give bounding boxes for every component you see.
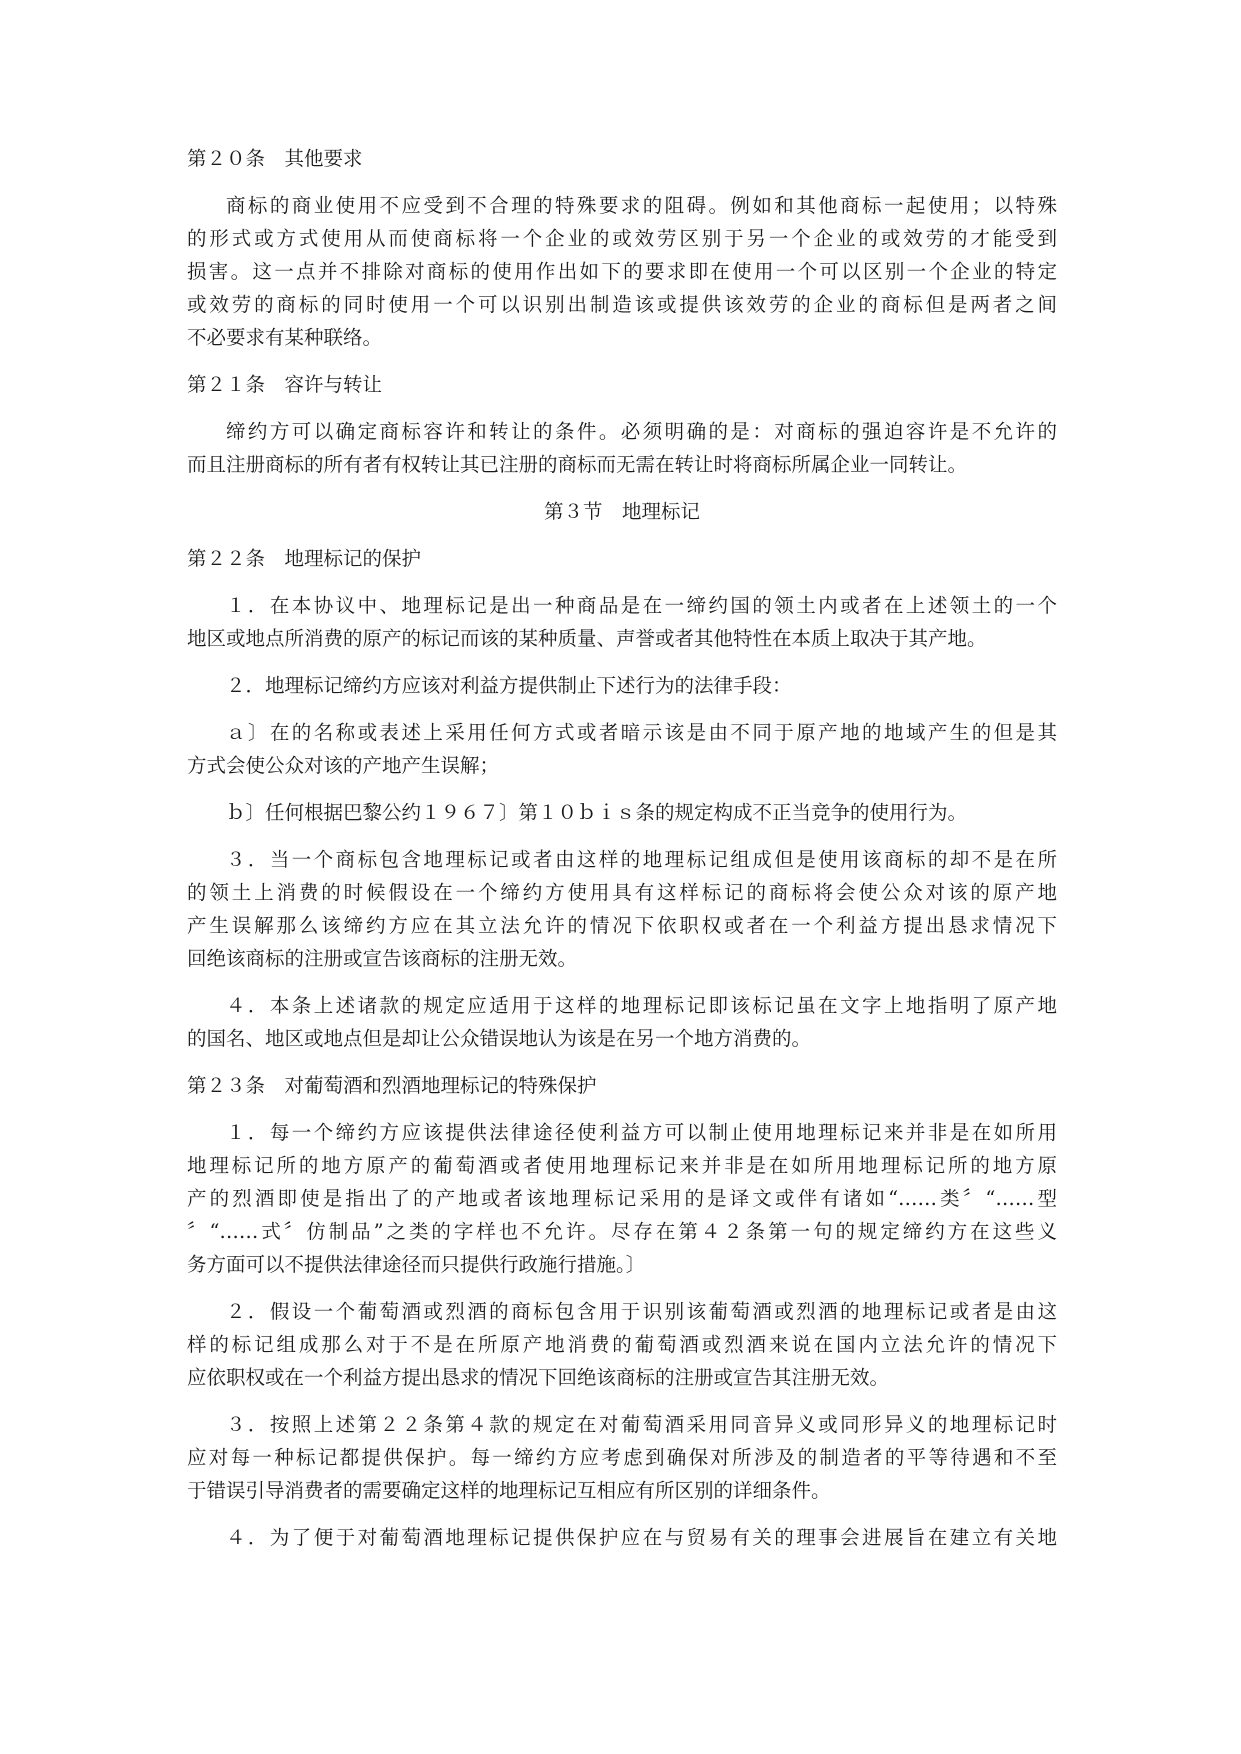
text-line: 〞“……式〞仿制品”之类的字样也不允许。尽存在第４２条第一句的规定缔约方在这些义 — [187, 1220, 1057, 1243]
text-line: 地理标记所的地方原产的葡萄酒或者使用地理标记来并非是在如所用地理标记所的地方原 — [187, 1154, 1057, 1177]
article-23-heading: 第２３条 对葡萄酒和烈酒地理标记的特殊保护 — [187, 1074, 597, 1097]
article-23-clause-4 — [187, 1521, 1057, 1554]
text-line: 应对每一种标记都提供保护。每一缔约方应考虑到确保对所涉及的制造者的平等待遇和不至 — [187, 1446, 1057, 1469]
article-22-clause-2 — [187, 669, 1057, 702]
text-line: ４．本条上述诸款的规定应适用于这样的地理标记即该标记虽在文字上地指明了原产地 — [226, 994, 1057, 1017]
article-20-body — [187, 189, 1057, 354]
document-page — [187, 142, 1057, 1568]
article-23-clause-2 — [187, 1295, 1057, 1394]
text-line: ４．为了便于对葡萄酒地理标记提供保护应在与贸易有关的理事会进展旨在建立有关地 — [226, 1526, 1057, 1549]
text-line: ２．地理标记缔约方应该对利益方提供制止下述行为的法律手段： — [226, 674, 792, 697]
text-line: １．在本协议中、地理标记是出一种商品是在一缔约国的领土内或者在上述领土的一个 — [226, 594, 1057, 617]
text-line: ３．按照上述第２２条第４款的规定在对葡萄酒采用同音异义或同形异义的地理标记时 — [226, 1413, 1057, 1436]
article-22-clause-4 — [187, 989, 1057, 1055]
article-22-clause-3 — [187, 843, 1057, 975]
section-3-heading: 第３节 地理标记 — [543, 500, 700, 523]
text-line: ２．假设一个葡萄酒或烈酒的商标包含用于识别该葡萄酒或烈酒的地理标记或者是由这 — [226, 1300, 1057, 1323]
text-line: 样的标记组成那么对于不是在所原产地消费的葡萄酒或烈酒来说在国内立法允许的情况下 — [187, 1333, 1057, 1356]
text-line: 方式会使公众对该的产地产生误解； — [187, 754, 500, 777]
article-20-heading: 第２０条 其他要求 — [187, 147, 363, 170]
text-line: 缔约方可以确定商标容许和转让的条件。必须明确的是：对商标的强迫容许是不允许的 — [226, 420, 1057, 443]
text-line: 回绝该商标的注册或宣告该商标的注册无效。 — [187, 947, 578, 970]
text-line: 的国名、地区或地点但是却让公众错误地认为该是在另一个地方消费的。 — [187, 1027, 812, 1050]
text-line: 的领土上消费的时候假设在一个缔约方使用具有这样标记的商标将会使公众对该的原产地 — [187, 881, 1057, 904]
article-22-clause-1 — [187, 589, 1057, 655]
text-line: ３．当一个商标包含地理标记或者由这样的地理标记组成但是使用该商标的却不是在所 — [226, 848, 1057, 871]
text-line: 损害。这一点并不排除对商标的使用作出如下的要求即在使用一个可以区别一个企业的特定 — [187, 260, 1057, 283]
text-line: 应依职权或在一个利益方提出恳求的情况下回绝该商标的注册或宣告其注册无效。 — [187, 1366, 890, 1389]
article-22-clause-2a — [187, 716, 1057, 782]
text-line: 的形式或方式使用从而使商标将一个企业的或效劳区别于另一个企业的或效劳的才能受到 — [187, 227, 1057, 250]
text-line: 商标的商业使用不应受到不合理的特殊要求的阻碍。例如和其他商标一起使用；以特殊 — [226, 194, 1057, 217]
text-line: 或效劳的商标的同时使用一个可以识别出制造该或提供该效劳的企业的商标但是两者之间 — [187, 293, 1057, 316]
text-line: 于错误引导消费者的需要确定这样的地理标记互相应有所区别的详细条件。 — [187, 1479, 831, 1502]
article-23-clause-3 — [187, 1408, 1057, 1507]
article-22-heading: 第２２条 地理标记的保护 — [187, 547, 422, 570]
text-line: 不必要求有某种联络。 — [187, 326, 383, 349]
article-21-heading: 第２１条 容许与转让 — [187, 373, 383, 396]
text-line: ｂ〕任何根据巴黎公约１９６７〕第１０ｂｉｓ条的规定构成不正当竞争的使用行为。 — [226, 801, 968, 824]
text-line: 产生误解那么该缔约方应在其立法允许的情况下依职权或者在一个利益方提出恳求情况下 — [187, 914, 1057, 937]
text-line: 地区或地点所消费的原产的标记而该的某种质量、声誉或者其他特性在本质上取决于其产地。 — [187, 627, 987, 650]
text-line: １．每一个缔约方应该提供法律途径使利益方可以制止使用地理标记来并非是在如所用 — [226, 1121, 1057, 1144]
text-line: 而且注册商标的所有者有权转让其已注册的商标而无需在转让时将商标所属企业一同转让。 — [187, 453, 968, 476]
article-22-clause-2b — [187, 796, 1057, 829]
article-21-body — [187, 415, 1057, 481]
text-line: 产的烈酒即使是指出了的产地或者该地理标记采用的是译文或伴有诸如“……类〞“……型 — [187, 1187, 1057, 1210]
text-line: 务方面可以不提供法律途径而只提供行政施行措施。〕 — [187, 1253, 646, 1276]
text-line: ａ〕在的名称或表述上采用任何方式或者暗示该是由不同于原产地的地域产生的但是其 — [226, 721, 1057, 744]
article-23-clause-1 — [187, 1116, 1057, 1281]
